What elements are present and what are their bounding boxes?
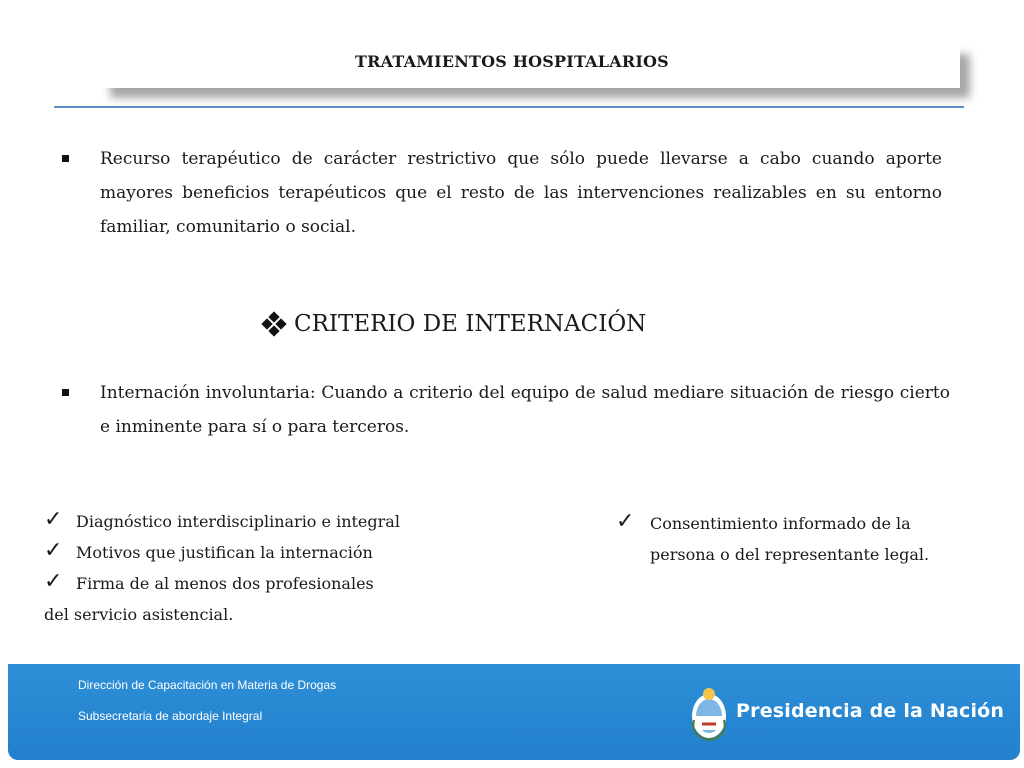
title-divider xyxy=(54,106,964,108)
check-item-text: Consentimiento informado de la persona o del representante legal. xyxy=(650,514,930,564)
square-bullet-icon xyxy=(62,155,69,162)
check-item-text: Firma de al menos dos profesionales xyxy=(76,574,374,593)
bullet-item-recurso xyxy=(62,142,942,244)
check-icon: ✓ xyxy=(44,507,63,532)
brand-logotype: Presidencia de la Nación xyxy=(736,700,1005,722)
check-item xyxy=(44,537,404,568)
bullet-text: Internación involuntaria: Cuando a criterio del equipo de salud mediare situación de riesgo cierto e inminente para sí o para terceros. xyxy=(100,383,950,437)
checklist-left xyxy=(44,506,404,630)
argentina-seal-icon xyxy=(688,684,730,744)
check-item-text: Diagnóstico interdisciplinario e integral xyxy=(76,512,400,531)
section-heading-text: CRITERIO DE INTERNACIÓN xyxy=(294,311,647,337)
footer-bar xyxy=(8,664,1020,760)
bullet-text: Recurso terapéutico de carácter restrictivo que sólo puede llevarse a cabo cuando aporte mayores beneficios terapéuticos que el resto de las intervenciones realizables en su entorno familiar, comunitario o social. xyxy=(100,149,942,237)
check-item xyxy=(44,568,404,599)
check-item xyxy=(616,508,976,570)
check-item-continuation: del servicio asistencial. xyxy=(44,605,234,624)
check-icon: ✓ xyxy=(44,538,63,563)
check-item-text: Motivos que justifican la internación xyxy=(76,543,373,562)
check-item xyxy=(44,506,404,537)
checklist-right xyxy=(616,508,976,570)
square-bullet-icon xyxy=(62,389,69,396)
check-icon: ✓ xyxy=(44,569,63,594)
page-title: TRATAMIENTOS HOSPITALARIOS xyxy=(355,52,669,71)
footer-subsecretaria: Subsecretaria de abordaje Integral xyxy=(78,709,263,723)
footer-department: Dirección de Capacitación en Materia de Drogas xyxy=(78,678,337,692)
check-icon: ✓ xyxy=(616,509,635,534)
four-diamond-bullet-icon xyxy=(262,312,286,336)
bullet-item-internacion xyxy=(62,376,950,444)
section-heading xyxy=(262,306,646,342)
